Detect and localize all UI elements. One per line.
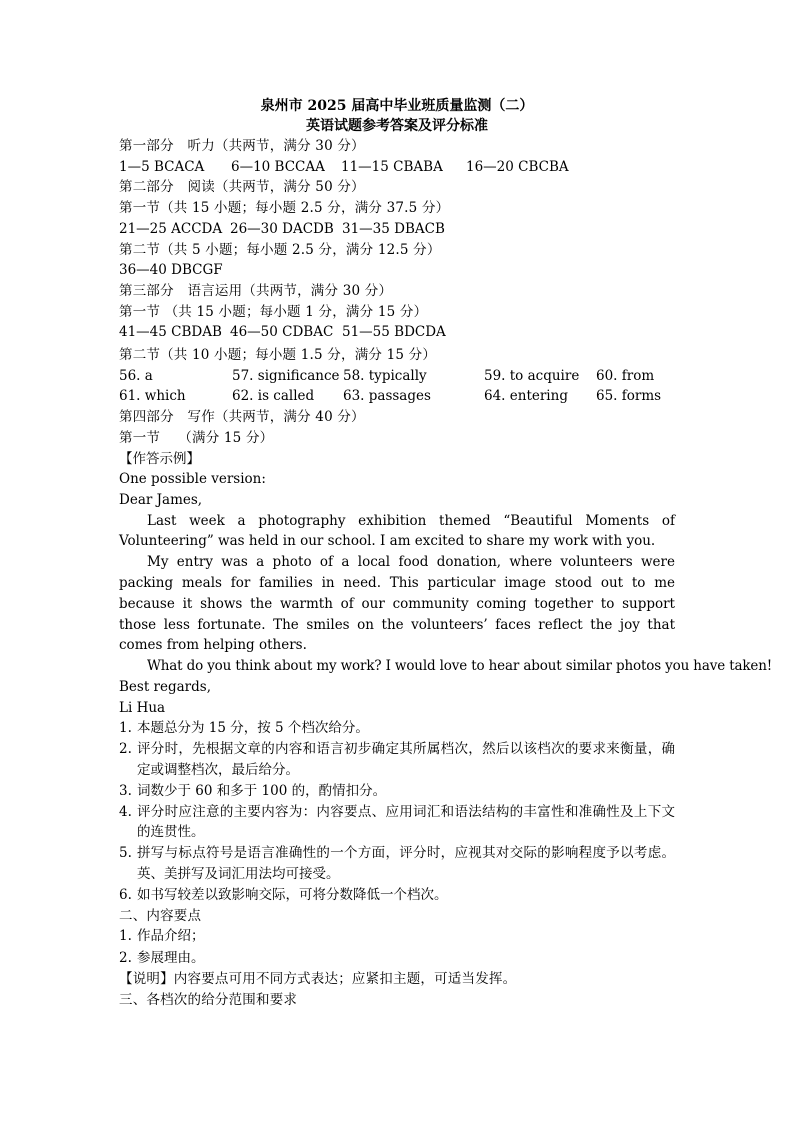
item-text: 作品介绍； — [137, 928, 205, 945]
letter-paragraph: What do you think about my work? I would love to hear about similar photos you have taken! — [147, 658, 773, 675]
item-number: 1. — [119, 928, 132, 945]
grid-cell: 61. which — [119, 388, 186, 405]
item-text: 参展理由。 — [137, 950, 205, 967]
item-number: 5. — [119, 845, 132, 862]
item-number: 3. — [119, 782, 132, 799]
item-text: 词数少于 60 和多于 100 的，酌情扣分。 — [137, 782, 387, 799]
answer-grid-row — [119, 386, 675, 407]
item-text: 本题总分为 15 分，按 5 个档次给分。 — [137, 720, 369, 737]
document-page — [119, 96, 773, 1010]
grid-cell: 60. from — [596, 367, 655, 384]
letter-salutation: Dear James, — [119, 491, 203, 508]
grid-cell: 56. a — [119, 367, 153, 384]
item-text: 评分时应注意的主要内容为：内容要点、应用词汇和语法结构的丰富性和准确性及上下文的连贯性。 — [137, 803, 675, 841]
grid-cell: 58. typically — [343, 367, 427, 384]
part2-heading: 第二部分 阅读（共两节，满分 50 分） — [119, 179, 365, 196]
answer-group: 31—35 DBACB — [342, 220, 445, 237]
document-title: 泉州市 2025 届高中毕业班质量监测（二） — [260, 98, 534, 114]
item-text: 评分时，先根据文章的内容和语言初步确定其所属档次，然后以该档次的要求来衡量，确定或调整档次，最后给分。 — [137, 741, 675, 779]
part3-section2-heading: 第二节（共 10 小题；每小题 1.5 分，满分 15 分） — [119, 347, 437, 364]
item-number: 6. — [119, 886, 132, 903]
grid-cell: 57. significance — [232, 367, 340, 384]
grid-cell: 65. forms — [596, 388, 662, 405]
grid-cell: 64. entering — [484, 388, 568, 405]
item-number: 1. — [119, 720, 132, 737]
answer-group: 1—5 BCACA — [119, 158, 205, 175]
item-text: 拼写与标点符号是语言准确性的一个方面，评分时，应视其对交际的影响程度予以考虑。英、美拼写及词汇用法均可接受。 — [137, 845, 675, 883]
list-item — [119, 718, 675, 739]
grid-cell: 63. passages — [343, 388, 431, 405]
part2-section1-answers — [119, 219, 675, 240]
list-item — [119, 948, 675, 969]
part2-section2-heading: 第二节（共 5 小题；每小题 2.5 分，满分 12.5 分） — [119, 241, 441, 258]
content-points-note: 【说明】内容要点可用不同方式表达；应紧扣主题，可适当发挥。 — [119, 970, 517, 987]
sample-label: 【作答示例】 — [119, 450, 200, 467]
answer-group: 26—30 DACDB — [230, 220, 334, 237]
scoring-rules — [119, 718, 675, 905]
letter-paragraph: Last week a photography exhibition themed “Beautiful Moments of Volunteering” was held in our school. I am excited to share my work with you. — [119, 512, 675, 550]
answer-grid-row — [119, 366, 675, 387]
list-item — [119, 926, 675, 947]
answer-group: 16—20 CBCBA — [466, 158, 569, 175]
item-number: 2. — [119, 741, 132, 758]
letter-signature: Li Hua — [119, 699, 166, 716]
item-number: 2. — [119, 950, 132, 967]
part2-section2-answers: 36—40 DBCGF — [119, 262, 223, 279]
section3-heading: 三、各档次的给分范围和要求 — [119, 991, 298, 1008]
part1-heading: 第一部分 听力（共两节，满分 30 分） — [119, 138, 365, 154]
part3-section1-answers — [119, 322, 675, 343]
list-item — [119, 802, 675, 844]
part4-section1-heading: 第一节 （满分 15 分） — [119, 429, 274, 446]
answer-group: 11—15 CBABA — [341, 158, 443, 175]
grid-cell: 59. to acquire — [484, 367, 580, 384]
letter-paragraph: My entry was a photo of a local food donation, where volunteers were packing meals for families in need. This particular image stood out to me because it shows the warmth of our community coming together to support those less fortunate. The smiles on the volunteers’ faces reflect the joy that comes from helping others. — [119, 554, 675, 654]
answer-group: 21—25 ACCDA — [119, 220, 223, 237]
item-number: 4. — [119, 803, 132, 820]
list-item — [119, 885, 675, 906]
item-text: 如书写较差以致影响交际，可将分数降低一个档次。 — [137, 886, 448, 903]
part3-section1-heading: 第一节 （共 15 小题；每小题 1 分，满分 15 分） — [119, 303, 428, 320]
list-item — [119, 739, 675, 781]
answer-group: 41—45 CBDAB — [119, 324, 222, 341]
answer-group: 51—55 BDCDA — [342, 324, 446, 341]
answer-group: 6—10 BCCAA — [231, 158, 325, 175]
part4-heading: 第四部分 写作（共两节，满分 40 分） — [119, 409, 365, 426]
content-points-heading: 二、内容要点 — [119, 907, 202, 924]
document-subtitle: 英语试题参考答案及评分标准 — [306, 118, 488, 134]
list-item — [119, 781, 675, 802]
part2-section1-heading: 第一节（共 15 小题；每小题 2.5 分，满分 37.5 分） — [119, 200, 450, 217]
sample-version-label: One possible version: — [119, 471, 266, 488]
letter-closing: Best regards, — [119, 679, 212, 696]
part1-answers — [119, 157, 675, 178]
grid-cell: 62. is called — [232, 388, 315, 405]
part3-heading: 第三部分 语言运用（共两节，满分 30 分） — [119, 282, 393, 299]
answer-group: 46—50 CDBAC — [230, 324, 334, 341]
list-item — [119, 843, 675, 885]
